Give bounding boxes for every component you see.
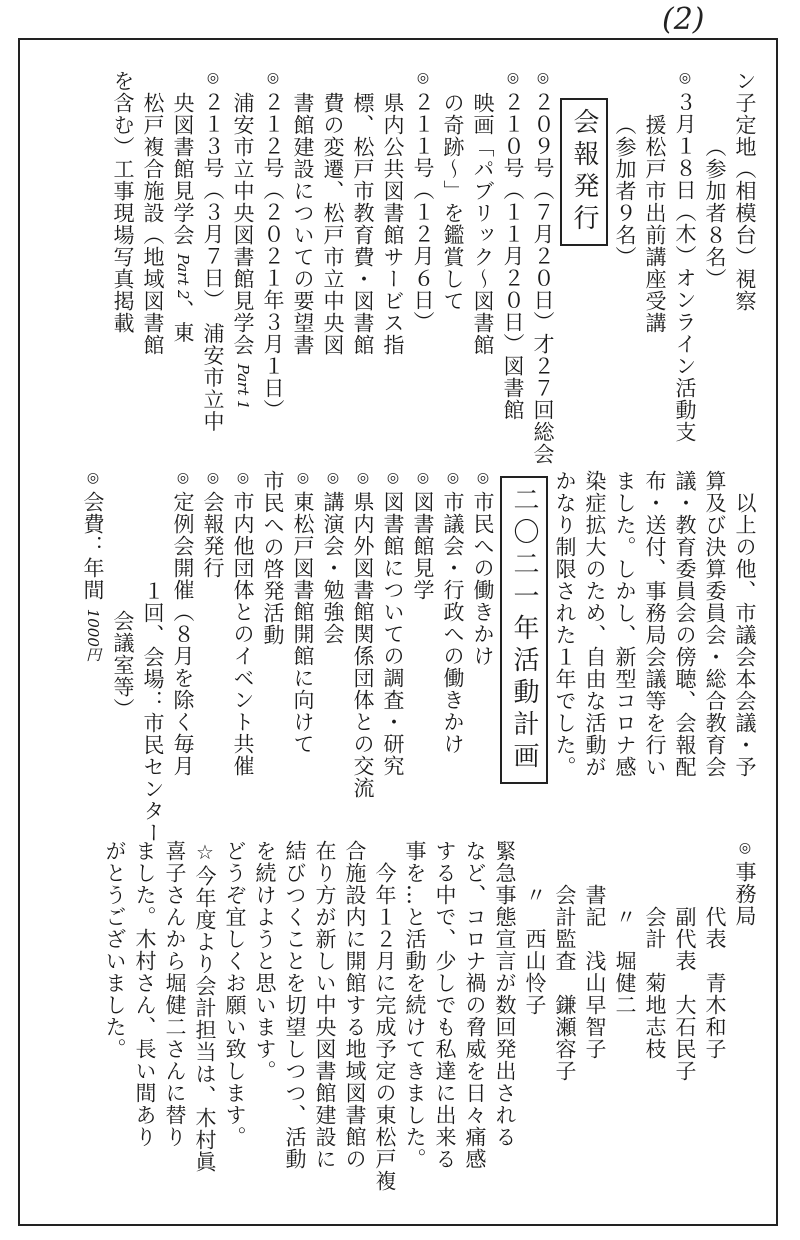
text-line: 書館建設についての要望書 xyxy=(291,92,315,356)
text-line: かなり制限された１年でした。 xyxy=(553,470,577,778)
plan-item-label: 会報発行 xyxy=(201,491,225,579)
plan-item: 会議室等） xyxy=(111,610,135,720)
text-line xyxy=(408,70,438,440)
plan-item-label: 市議会・行政への働きかけ xyxy=(441,491,465,755)
officer-role: 〃 xyxy=(523,884,547,906)
bullet-icon: ◎ xyxy=(85,470,101,487)
text-line xyxy=(498,70,528,440)
message-line: 事を…と活動を続けてきました。 xyxy=(403,840,427,1170)
plan-item-label: 市民への働きかけ xyxy=(471,491,495,667)
bullet-icon: ◎ xyxy=(325,470,341,487)
text-line: の奇跡～」を鑑賞して xyxy=(441,92,465,312)
message-line: 合施設内に開館する地域図書館の xyxy=(343,840,367,1170)
message-line: 在り方が新しい中央図書館建設に xyxy=(313,840,337,1170)
middle-section xyxy=(40,470,760,844)
plan-item xyxy=(318,470,348,810)
office-heading xyxy=(730,840,760,1220)
plan-item-label: 東松戸図書館開館に向けて xyxy=(291,491,315,755)
officer-role: 会計監査 xyxy=(553,884,577,972)
plan-item xyxy=(468,470,498,810)
plan-item xyxy=(408,470,438,810)
plan-item xyxy=(438,470,468,810)
text-line: 以上の他、市議会本会議・予 xyxy=(733,492,757,778)
text-line-content: ２１３号（３月７日） 浦安市立中 xyxy=(201,91,225,433)
note-line: 喜子さんから堀健二さんに替り xyxy=(163,840,187,1148)
note-line: ました。木村さん、長い間あり xyxy=(133,840,157,1148)
officer-name: 大石民子 xyxy=(673,994,697,1082)
section-title-newsletter: 会報発行 xyxy=(558,70,610,440)
bottom-section xyxy=(40,840,760,1220)
bullet-icon: ◎ xyxy=(475,470,491,487)
bullet-icon: ◎ xyxy=(295,470,311,487)
text-line xyxy=(528,70,558,465)
text-line: ました。しかし、新型コロナ感 xyxy=(613,470,637,778)
fee-note: 1000円 xyxy=(84,608,102,662)
note-line: がとうございました。 xyxy=(103,840,127,1060)
text-line: 県内公共図書館サービス指 xyxy=(381,92,405,356)
section-title-plan: 二〇二一年活動計画 xyxy=(498,470,550,810)
officer-role: 〃 xyxy=(613,906,637,928)
text-line: （参加者８名） xyxy=(703,136,727,290)
message-line: どうぞ宜しくお願い致します。 xyxy=(223,840,247,1148)
text-line: 援松戸市出前講座受講 xyxy=(643,114,667,334)
plan-item xyxy=(168,470,198,810)
bullet-icon: ◎ xyxy=(415,470,431,487)
text-line xyxy=(198,70,228,440)
plan-item-label: 講演会・勉強会 xyxy=(321,491,345,645)
text-line-content: ２１０号（１１月２０日）図書館 xyxy=(501,91,525,421)
plan-item xyxy=(288,470,318,810)
officer-row xyxy=(520,840,550,1220)
bullet-icon: ◎ xyxy=(445,470,461,487)
plan-item-label: 定例会開催（８月を除く毎月 xyxy=(171,491,195,777)
part-note: Part 1 xyxy=(234,363,252,410)
plan-item-label: 市内他団体とのイベント共催 xyxy=(231,491,255,777)
text-line: 映画「パブリック～図書館 xyxy=(471,92,495,356)
officer-role: 代表 xyxy=(703,906,727,950)
star-icon: ☆ xyxy=(193,840,217,865)
plan-item xyxy=(348,470,378,810)
plan-item: 市民への啓発活動 xyxy=(261,470,285,646)
officer-role: 書記 xyxy=(583,884,607,928)
text-line: （参加者９名） xyxy=(613,114,637,268)
officer-name: 鎌瀬容子 xyxy=(553,994,577,1082)
text-line: を含む）工事現場写真掲載 xyxy=(111,70,135,334)
officer-role: 副代表 xyxy=(673,906,697,972)
text-line: 松戸複合施設（地域図書館 xyxy=(141,92,165,356)
bullet-icon: ◎ xyxy=(737,840,753,857)
plan-item-label: 図書館についての調査・研究 xyxy=(381,491,405,777)
officer-row xyxy=(670,840,700,1220)
officer-row xyxy=(700,840,730,1220)
officer-name: 青木和子 xyxy=(703,972,727,1060)
plan-item-label: 県内外図書館関係団体との交流 xyxy=(351,491,375,799)
text-line-content: ３月１８日（木）オンライン活動支 xyxy=(673,91,697,443)
officer-name: 堀健二 xyxy=(613,950,637,1016)
bullet-icon: ◎ xyxy=(265,70,281,87)
text-line xyxy=(168,70,198,440)
text-line: 染症拡大のため、自由な活動が xyxy=(583,470,607,778)
message-line: 緊急事態宣言が数回発出される xyxy=(493,840,517,1148)
text-line-content: 、東 xyxy=(171,299,195,344)
plan-item xyxy=(78,470,108,810)
text-line: 費の変遷、松戸市立中央図 xyxy=(321,92,345,356)
message-line: 結びつくことを切望しつつ、活動 xyxy=(283,840,307,1170)
text-line-content: ２１２号（２０２１年３月１日） xyxy=(261,91,285,421)
text-line: 算及び決算委員会・総合教育会 xyxy=(703,470,727,778)
officer-name: 菊地志枝 xyxy=(643,972,667,1060)
note-line-content: 今年度より会計担当は、木村眞 xyxy=(193,865,217,1173)
officer-row xyxy=(610,840,640,1220)
text-line xyxy=(228,70,258,440)
bullet-icon: ◎ xyxy=(677,70,693,87)
text-line-content: 浦安市立中央図書館見学会 xyxy=(231,92,255,356)
officer-row xyxy=(580,840,610,1220)
plan-item: １回、会場：市民センター xyxy=(141,580,165,844)
text-line-content: 央図書館見学会 xyxy=(171,92,195,246)
text-line-content: ２０９号（７月２０日）才２７回総会 xyxy=(531,91,555,465)
message-line: する中で、少しでも私達に出来る xyxy=(433,840,457,1170)
text-line: 標、松戸市教育費・図書館 xyxy=(351,92,375,356)
message-line: 今年１２月に完成予定の東松戸複 xyxy=(373,862,397,1192)
text-line xyxy=(258,70,288,440)
part-note: Part 2 xyxy=(174,253,192,300)
officer-name: 浅山早智子 xyxy=(583,950,607,1060)
officer-row xyxy=(640,840,670,1220)
plan-item-label: 会費：年間 xyxy=(81,491,105,601)
page-number: (2) xyxy=(662,2,705,37)
bullet-icon: ◎ xyxy=(205,70,221,87)
text-line: ン子定地（相模台）視察 xyxy=(733,70,757,312)
officer-name: 西山怜子 xyxy=(523,928,547,1016)
message-line: など、コロナ禍の脅威を日々痛感 xyxy=(463,840,487,1170)
top-section xyxy=(40,70,760,465)
plan-item xyxy=(228,470,258,810)
officer-row xyxy=(550,840,580,1220)
bullet-icon: ◎ xyxy=(205,470,221,487)
text-line: 議・教育委員会の傍聴、会報配 xyxy=(673,470,697,778)
text-line-content: ２１１号（１２月６日） xyxy=(411,91,435,333)
bullet-icon: ◎ xyxy=(235,470,251,487)
note-line xyxy=(190,840,220,1220)
message-line: を続けようと思います。 xyxy=(253,840,277,1082)
bullet-icon: ◎ xyxy=(385,470,401,487)
bullet-icon: ◎ xyxy=(355,470,371,487)
officer-role: 会計 xyxy=(643,906,667,950)
text-line xyxy=(670,70,700,443)
text-line: 布・送付、事務局会議等を行い xyxy=(643,470,667,778)
bullet-icon: ◎ xyxy=(415,70,431,87)
bullet-icon: ◎ xyxy=(505,70,521,87)
plan-item xyxy=(378,470,408,810)
office-heading-label: 事務局 xyxy=(733,861,757,927)
plan-item-label: 図書館見学 xyxy=(411,491,435,601)
plan-item xyxy=(198,470,228,810)
bullet-icon: ◎ xyxy=(175,470,191,487)
bullet-icon: ◎ xyxy=(535,70,551,87)
